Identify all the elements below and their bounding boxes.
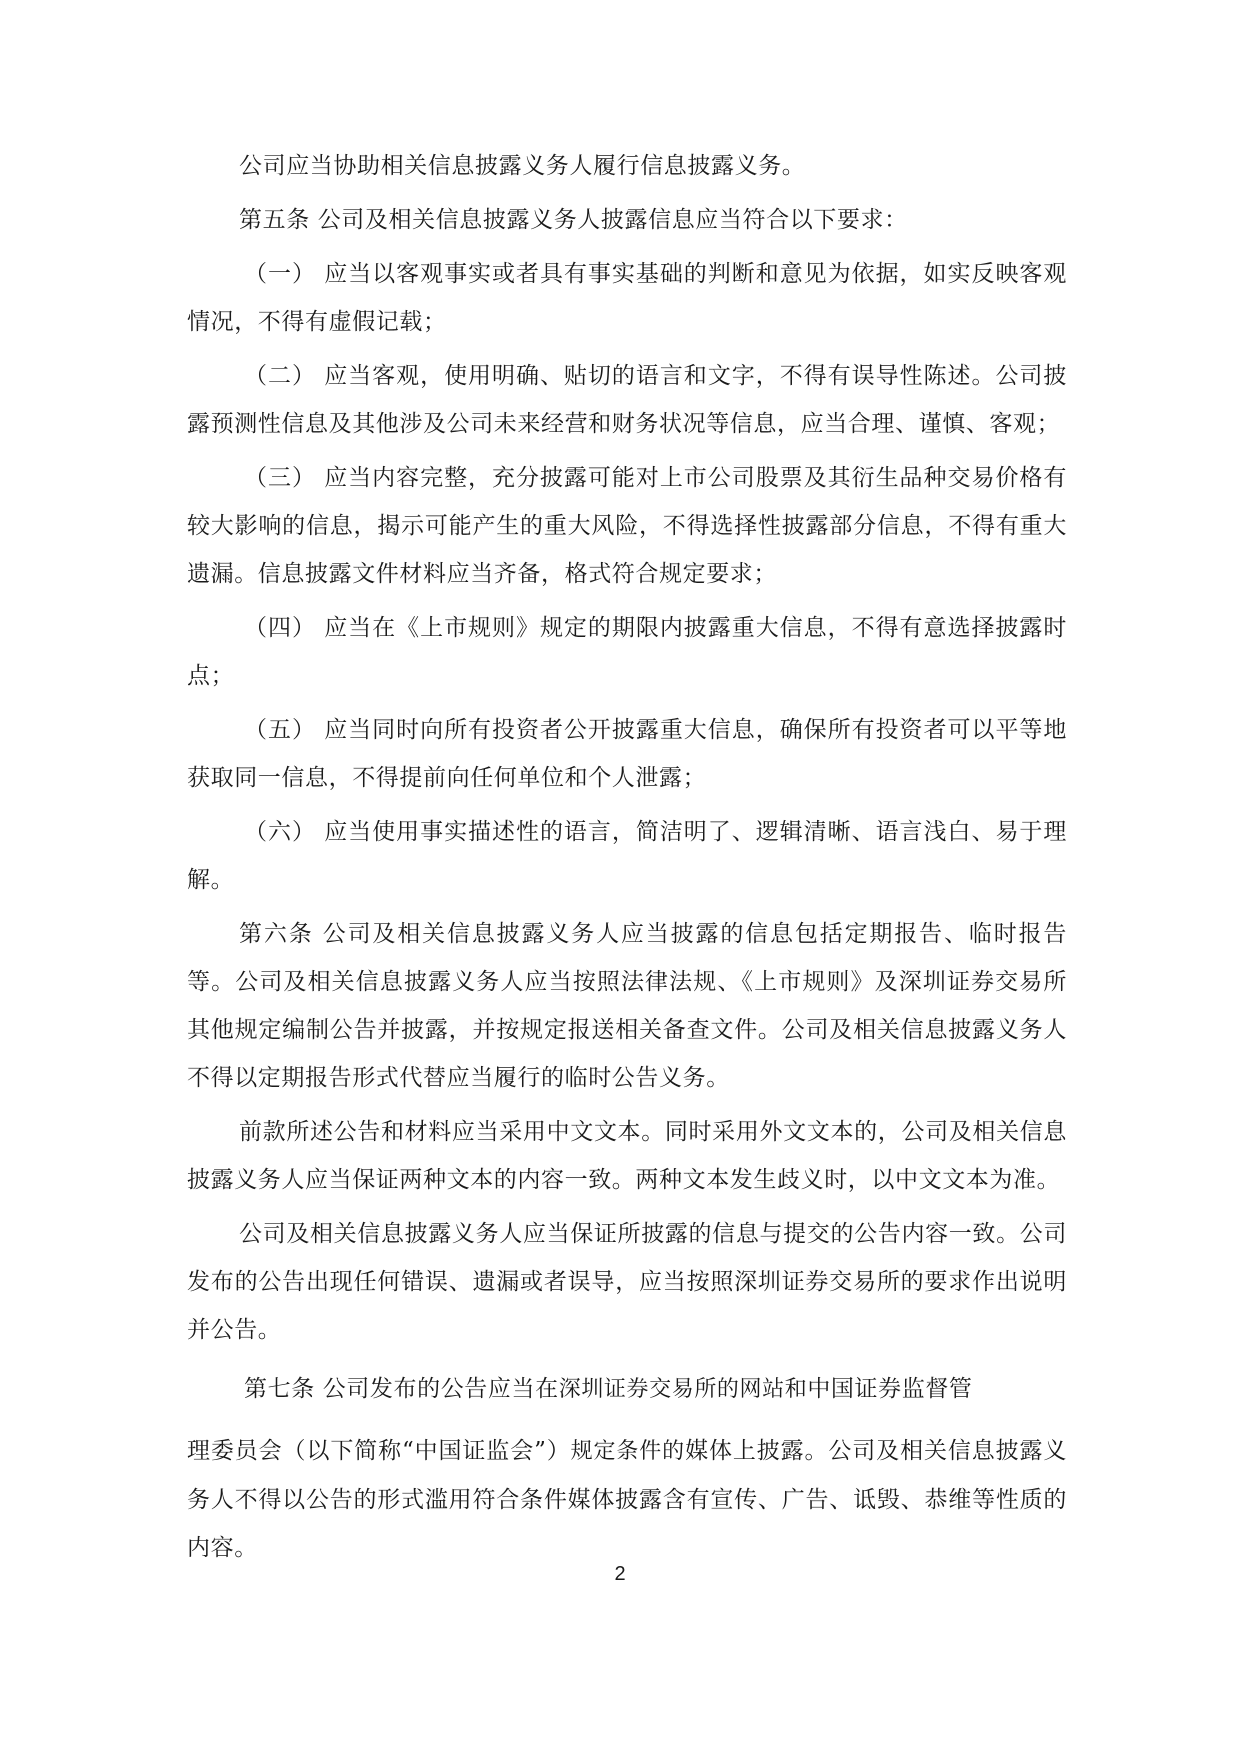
article-7-text-d: 理委员会（以下简称“中国证监会”）: [187, 1438, 571, 1464]
article-7-text-c: 中国证券监督管: [807, 1376, 973, 1402]
paragraph-article-7-line1: [187, 1360, 1067, 1419]
list-item-2: （二） 应当客观，使用明确、贴切的语言和文字，不得有误导性陈述。公司披露预测性信息及其他涉及公司未来经营和财务状况等信息，应当合理、谨慎、客观；: [187, 363, 1067, 437]
paragraph-consistency-requirement: 公司及相关信息披露义务人应当保证所披露的信息与提交的公告内容一致。公司发布的公告出现任何错误、遗漏或者误导，应当按照深圳证券交易所的要求作出说明并公告。: [187, 1221, 1067, 1343]
paragraph-article-6: 第六条 公司及相关信息披露义务人应当披露的信息包括定期报告、临时报告等。公司及相关信息披露义务人应当按照法律法规、《上市规则》及深圳证券交易所其他规定编制公告并披露，并按规定报送相关备查文件。公司及相关信息披露义务人不得以定期报告形式代替应当履行的临时公告义务。: [187, 921, 1067, 1091]
article-7-text-a: 第七条 公司发布的公告应当在: [244, 1376, 559, 1402]
list-item-5: （五） 应当同时向所有投资者公开披露重大信息，确保所有投资者可以平等地获取同一信息，不得提前向任何单位和个人泄露；: [187, 717, 1067, 791]
paragraph-language-requirement: 前款所述公告和材料应当采用中文文本。同时采用外文文本的，公司及相关信息披露义务人应当保证两种文本的内容一致。两种文本发生歧义时，以中文文本为准。: [187, 1119, 1067, 1193]
page-number: 2: [614, 1563, 626, 1585]
list-item-1: （一） 应当以客观事实或者具有事实基础的判断和意见为依据，如实反映客观情况，不得有虚假记载；: [187, 261, 1067, 335]
list-item-6: （六） 应当使用事实描述性的语言，简洁明了、逻辑清晰、语言浅白、易于理解。: [187, 819, 1067, 893]
paragraph-article-7-rest: [187, 1427, 1067, 1572]
document-body: [187, 142, 1067, 1578]
article-7-text-f: 媒体上披露。公司及相关信息披露义务人不得以公告的形式滥用符合条件媒体披露含有宣传、广告、诋毁、恭维等性质的内容。: [187, 1438, 1067, 1561]
article-7-text-b: 深圳证券交易所的网站和: [558, 1377, 808, 1402]
article-7-text-e: 规定条件的: [570, 1439, 686, 1464]
paragraph-article-5: 第五条 公司及相关信息披露义务人披露信息应当符合以下要求：: [239, 207, 908, 233]
paragraph-assist-obligation: 公司应当协助相关信息披露义务人履行信息披露义务。: [239, 153, 806, 179]
list-item-3: （三） 应当内容完整，充分披露可能对上市公司股票及其衍生品种交易价格有较大影响的信息，揭示可能产生的重大风险，不得选择性披露部分信息，不得有重大遗漏。信息披露文件材料应当齐备，格式符合规定要求；: [187, 465, 1067, 587]
list-item-4: （四） 应当在《上市规则》规定的期限内披露重大信息，不得有意选择披露时点；: [187, 615, 1067, 689]
